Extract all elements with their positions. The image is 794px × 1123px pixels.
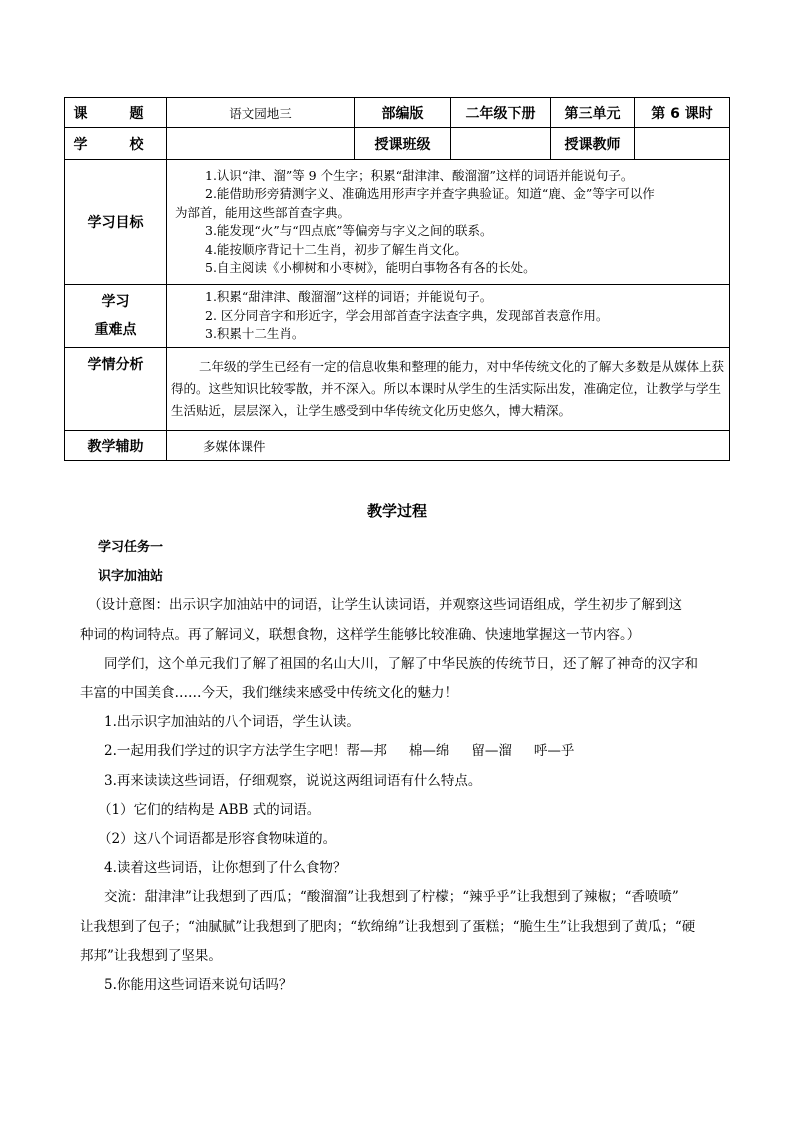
school-label: 学 校: [65, 128, 167, 160]
goals-content: [167, 160, 730, 285]
goal-item: 1.认识“津、溜”等 9 个生字；积累“甜津津、酸溜溜”这样的词语并能说句子。: [205, 167, 634, 183]
row-keypoints: [65, 285, 730, 348]
goal-item: 3.能发现“火”与“四点底”等偏旁与字义之间的联系。: [205, 223, 493, 238]
step-3: 3.再来读读这些词语，仔细观察，说说这两组词语有什么特点。: [104, 772, 482, 789]
keypoint-item: 3.积累十二生肖。: [205, 326, 305, 342]
goal-item: 为部首，能用这些部首查字典。: [175, 204, 351, 220]
edition-cell: 部编版: [355, 98, 451, 128]
lesson-info-table: [64, 97, 730, 461]
class-label: 授课班级: [355, 128, 451, 160]
row-course: [65, 98, 730, 128]
keypoints-label-line1: 学习: [101, 294, 130, 310]
unit-cell: 第三单元: [551, 98, 635, 128]
row-aids: [65, 431, 730, 461]
step-4: 4.读着这些词语，让你想到了什么食物？: [104, 860, 347, 877]
word-pair: 棉—绵: [408, 743, 450, 760]
teacher-value: [635, 128, 730, 160]
analysis-label: 学情分析: [65, 348, 167, 431]
goals-label: 学习目标: [65, 160, 167, 285]
keypoint-item: 1.积累“甜津津、酸溜溜”这样的词语；并能说句子。: [205, 289, 493, 305]
intro-line1: 同学们，这个单元我们了解了祖国的名山大川，了解了中华民族的传统节日，还了解了神奇的汉字和: [104, 655, 698, 672]
word-pair: 留—溜: [471, 743, 512, 760]
teacher-label: 授课教师: [551, 128, 635, 160]
step-5: 5.你能用这些词语来说句话吗？: [104, 977, 293, 994]
keypoints-label: [65, 285, 167, 348]
analysis-text: 二年级的学生已经有一定的信息收集和整理的能力，对中华传统文化的了解大多数是从媒体上获得的。这些知识比较零散，并不深入。所以本课时从学生的生活实际出发，准确定位，让教学与学生生活贴近，层层深入，让学生感受到中华传统文化历史悠久，博大精深。: [167, 348, 730, 431]
station-heading: 识字加油站: [98, 569, 164, 585]
aids-value: 多媒体课件: [167, 431, 730, 461]
aids-label: 教学辅助: [65, 431, 167, 461]
step-1: 1.出示识字加油站的八个词语，学生认读。: [104, 714, 360, 731]
keypoints-label-line2: 重难点: [94, 322, 137, 338]
period-cell: 第 6 课时: [635, 98, 730, 128]
row-school: [65, 128, 730, 160]
section-title: 教学过程: [366, 502, 427, 520]
goal-item: 2.能借助形旁猜测字义、准确选用形声字并查字典验证。知道“鹿、金”等字可以作: [205, 186, 655, 201]
design-intent-line2: 种词的构词特点。再了解词义，联想食物，这样学生能够比较准确、快速地掌握这一节内容。）: [80, 626, 641, 643]
class-value: [451, 128, 551, 160]
keypoint-item: 2. 区分同音字和形近字，学会用部首查字法查字典，发现部首表意作用。: [205, 307, 609, 323]
exchange-line1: 交流：甜津津”让我想到了西瓜；“酸溜溜”让我想到了柠檬；“辣乎乎”让我想到了辣椒；“香喷喷”: [104, 889, 679, 906]
row-analysis: [65, 348, 730, 431]
exchange-line3: 邦邦”让我想到了坚果。: [80, 947, 222, 964]
sub-point-1: （1）它们的结构是 ABB 式的词语。: [98, 801, 321, 818]
process-body: [80, 533, 740, 1000]
step-2: [80, 737, 740, 766]
step-2-text: 2.一起用我们学过的识字方法学生字吧！帮—邦: [104, 743, 387, 760]
sub-point-2: （2）这八个词语都是形容食物味道的。: [98, 831, 337, 848]
keypoints-content: [167, 285, 730, 348]
grade-cell: 二年级下册: [451, 98, 551, 128]
word-pair: 呼—乎: [533, 743, 575, 760]
goal-item: 4.能按顺序背记十二生肖，初步了解生肖文化。: [205, 241, 467, 257]
goal-item: 5.自主阅读《小柳树和小枣树》，能明白事物各有各的长处。: [205, 260, 536, 275]
exchange-line2: 让我想到了包子；“油腻腻”让我想到了肥肉；“软绵绵”让我想到了蛋糕；“脆生生”让我想到了黄瓜；“硬: [80, 918, 696, 935]
intro-line2: 丰富的中国美食……今天，我们继续来感受中传统文化的魅力！: [80, 685, 458, 702]
course-label: 课 题: [65, 98, 167, 128]
design-intent-line1: （设计意图：出示识字加油站中的词语，让学生认读词语，并观察这些词语组成，学生初步了解到这: [88, 597, 682, 614]
task-heading: 学习任务一: [98, 540, 164, 555]
school-value: [167, 128, 355, 160]
course-value: 语文园地三: [167, 98, 355, 128]
row-goals: [65, 160, 730, 285]
